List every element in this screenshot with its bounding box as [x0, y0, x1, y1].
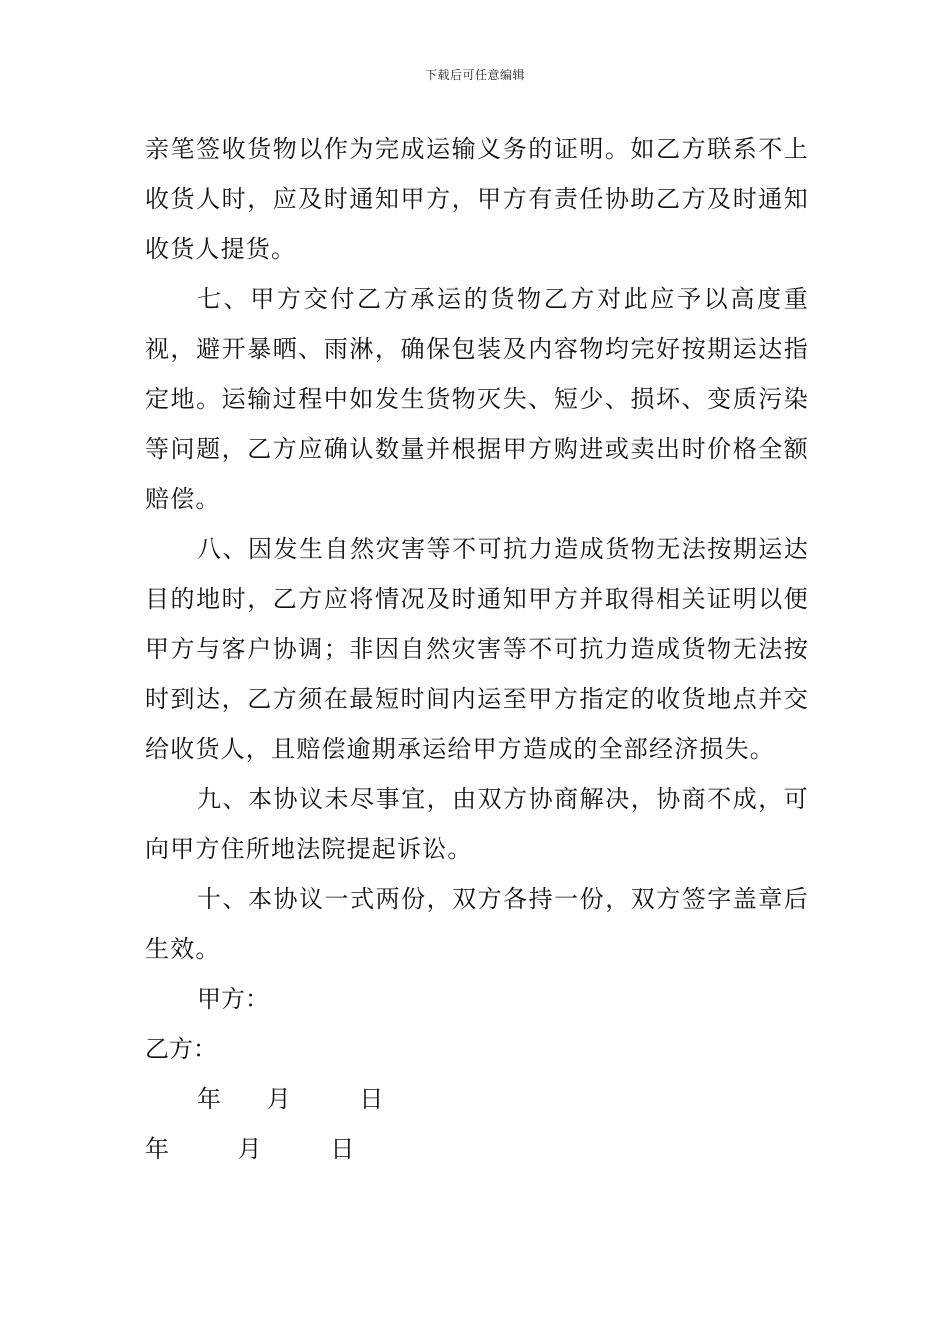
paragraph-continuation: 亲笔签收货物以作为完成运输义务的证明。如乙方联系不上收货人时，应及时通知甲方，甲方有责任协助乙方及时通知收货人提货。	[145, 135, 809, 263]
party-b-label: 乙方：	[145, 1035, 217, 1063]
paragraph-clause-7: 七、甲方交付乙方承运的货物乙方对此应予以高度重视，避开暴晒、雨淋，确保包装及内容物均完好按期运达指定地。运输过程中如发生货物灭失、短少、损坏、变质污染等问题，乙方应确认数量并根据甲方购进或卖出时价格全额赔偿。	[145, 285, 809, 513]
paragraph-clause-10: 十、本协议一式两份，双方各持一份，双方签字盖章后生效。	[145, 885, 809, 963]
document-body	[145, 124, 809, 1174]
page-header: 下载后可任意编辑	[424, 68, 525, 82]
paragraph-clause-8: 八、因发生自然灾害等不可抗力造成货物无法按期运达目的地时，乙方应将情况及时通知甲方并取得相关证明以便甲方与客户协调；非因自然灾害等不可抗力造成货物无法按时到达，乙方须在最短时间内运至甲方指定的收货地点并交给收货人，且赔偿逾期承运给甲方造成的全部经济损失。	[145, 535, 809, 763]
paragraph-clause-9: 九、本协议未尽事宜，由双方协商解决，协商不成，可向甲方住所地法院提起诉讼。	[145, 785, 809, 863]
date-line-b: 年 月 日	[145, 1135, 355, 1163]
party-a-label: 甲方：	[197, 985, 269, 1013]
date-line-a: 年 月 日	[197, 1085, 384, 1113]
